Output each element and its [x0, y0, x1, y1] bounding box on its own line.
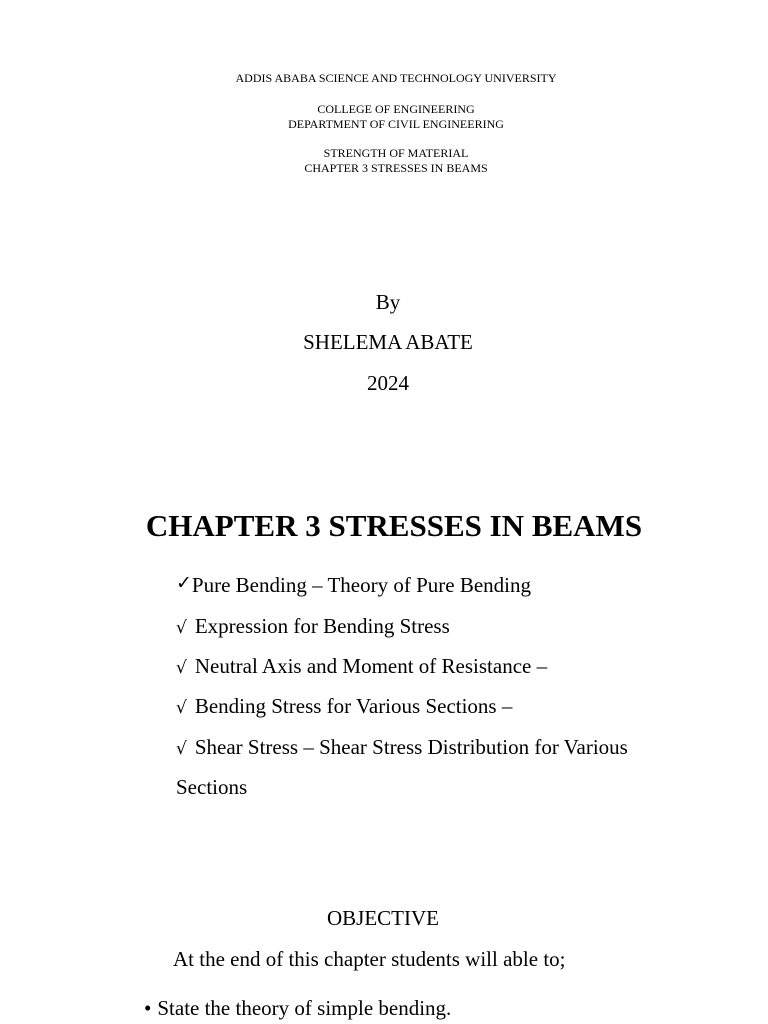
checkmark-icon: √: [176, 658, 187, 678]
year: 2024: [367, 371, 409, 395]
university-name: ADDIS ABABA SCIENCE AND TECHNOLOGY UNIVERSITY: [235, 71, 557, 85]
topic-item: [176, 694, 512, 719]
course-name: STRENGTH OF MATERIAL: [323, 146, 469, 160]
checkmark-icon: √: [176, 739, 187, 759]
college-name: COLLEGE OF ENGINEERING: [317, 102, 475, 116]
objective-intro: At the end of this chapter students will able to;: [173, 947, 566, 971]
author-name: SHELEMA ABATE: [303, 330, 473, 354]
by-label: By: [375, 290, 401, 314]
objective-item: [144, 996, 451, 1021]
chapter-subtitle: CHAPTER 3 STRESSES IN BEAMS: [304, 161, 488, 175]
checkmark-icon: √: [176, 618, 187, 638]
checkmark-icon: √: [176, 698, 187, 718]
topic-text: Pure Bending – Theory of Pure Bending: [191, 573, 531, 597]
department-name: DEPARTMENT OF CIVIL ENGINEERING: [288, 117, 504, 131]
objective-title: OBJECTIVE: [327, 906, 439, 930]
bullet-icon: •: [144, 996, 152, 1020]
topic-text: Shear Stress – Shear Stress Distribution for Various: [194, 735, 628, 759]
topic-text: Bending Stress for Various Sections –: [194, 694, 513, 718]
objective-item-text: State the theory of simple bending.: [157, 996, 452, 1020]
topic-text: Neutral Axis and Moment of Resistance –: [194, 654, 548, 678]
topic-item: [176, 735, 628, 760]
topic-text: Expression for Bending Stress: [194, 614, 450, 638]
topic-item: [176, 654, 547, 679]
topic-continuation: Sections: [176, 775, 248, 799]
topic-item: [176, 614, 450, 639]
chapter-title: CHAPTER 3 STRESSES IN BEAMS: [145, 508, 643, 543]
topic-item: [176, 573, 531, 598]
checkmark-icon: ✓: [176, 572, 192, 594]
